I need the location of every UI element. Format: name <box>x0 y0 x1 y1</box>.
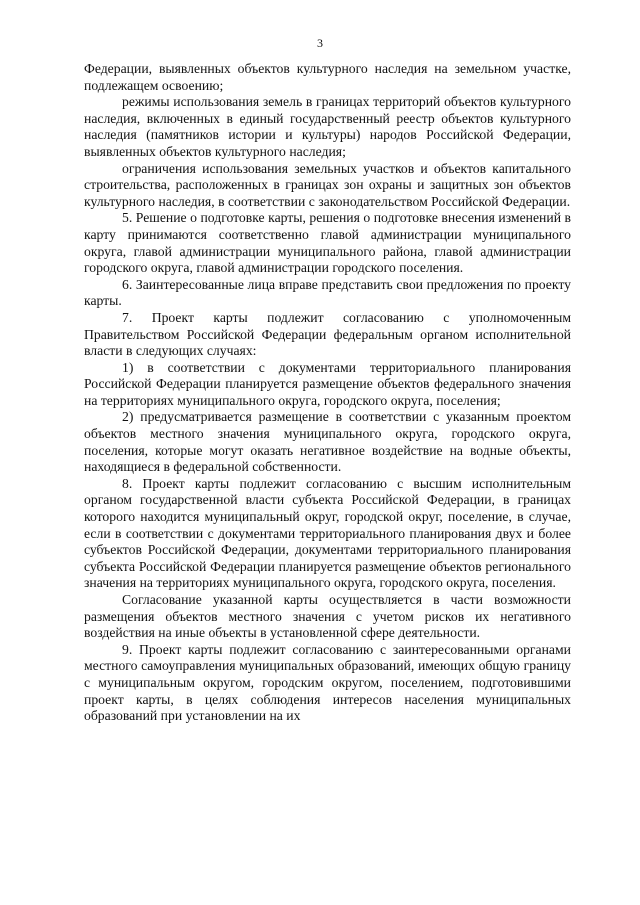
paragraph-clause-6: 6. Заинтересованные лица вправе представить свои предложения по проекту карты. <box>84 276 571 309</box>
paragraph-clause-8: 8. Проект карты подлежит согласованию с высшим исполнительным органом государственной власти субъекта Российской Федерации, в границах которого находится муниципальный округ, городской округ, поселение, в случае, если в соответствии с документами территориального планирования двух и более субъектов Российской Федерации, документами территориального планирования субъекта Российской Федерации планируется размещение объектов регионального значения на территориях муниципального округа, городского округа, поселения. <box>84 475 571 591</box>
paragraph-clause-5: 5. Решение о подготовке карты, решения о подготовке внесения изменений в карту принимаются соответственно главой администрации муниципального округа, главой администрации муниципального района, главой администрации городского округа, главой администрации городского поселения. <box>84 210 571 276</box>
paragraph-continuation: Федерации, выявленных объектов культурного наследия на земельном участке, подлежащем освоению; <box>84 61 571 93</box>
paragraph-clause-7-item-2: 2) предусматривается размещение в соответствии с указанным проектом объектов местного значения муниципального округа, городского округа, поселения, которые могут оказать негативное воздействие на водные объекты, находящиеся в федеральной собственности. <box>84 409 571 475</box>
paragraph-clause-9: 9. Проект карты подлежит согласованию с заинтересованными органами местного самоуправления муниципальных образований, имеющих общую границу с муниципальным округом, городским округом, поселением, подготовившими проект карты, в целях соблюдения интересов населения муниципальных образований при установлении на их <box>84 641 571 724</box>
document-body <box>84 61 571 725</box>
page-number: 3 <box>317 36 323 50</box>
paragraph-clause-7-item-1: 1) в соответствии с документами территориального планирования Российской Федерации планируется размещение объектов федерального значения на территориях муниципального округа, городского округа, поселения; <box>84 359 571 408</box>
paragraph-land-use-regimes: режимы использования земель в границах территорий объектов культурного наследия, включенных в единый государственный реестр объектов культурного наследия (памятников истории и культуры) народов Российской Федерации, выявленных объектов культурного наследия; <box>84 94 571 159</box>
paragraph-approval-scope: Согласование указанной карты осуществляется в части возможности размещения объектов местного значения с учетом рисков их негативного воздействия на иные объекты в установленной сфере деятельности. <box>84 592 571 641</box>
paragraph-clause-7: 7. Проект карты подлежит согласованию с уполномоченным Правительством Российской Федерации федеральным органом исполнительной власти в следующих случаях: <box>84 309 571 359</box>
paragraph-land-use-restrictions: ограничения использования земельных участков и объектов капитального строительства, расположенных в границах зон охраны и защитных зон объектов культурного наследия, в соответствии с законодательством Российской Федерации. <box>84 160 571 209</box>
